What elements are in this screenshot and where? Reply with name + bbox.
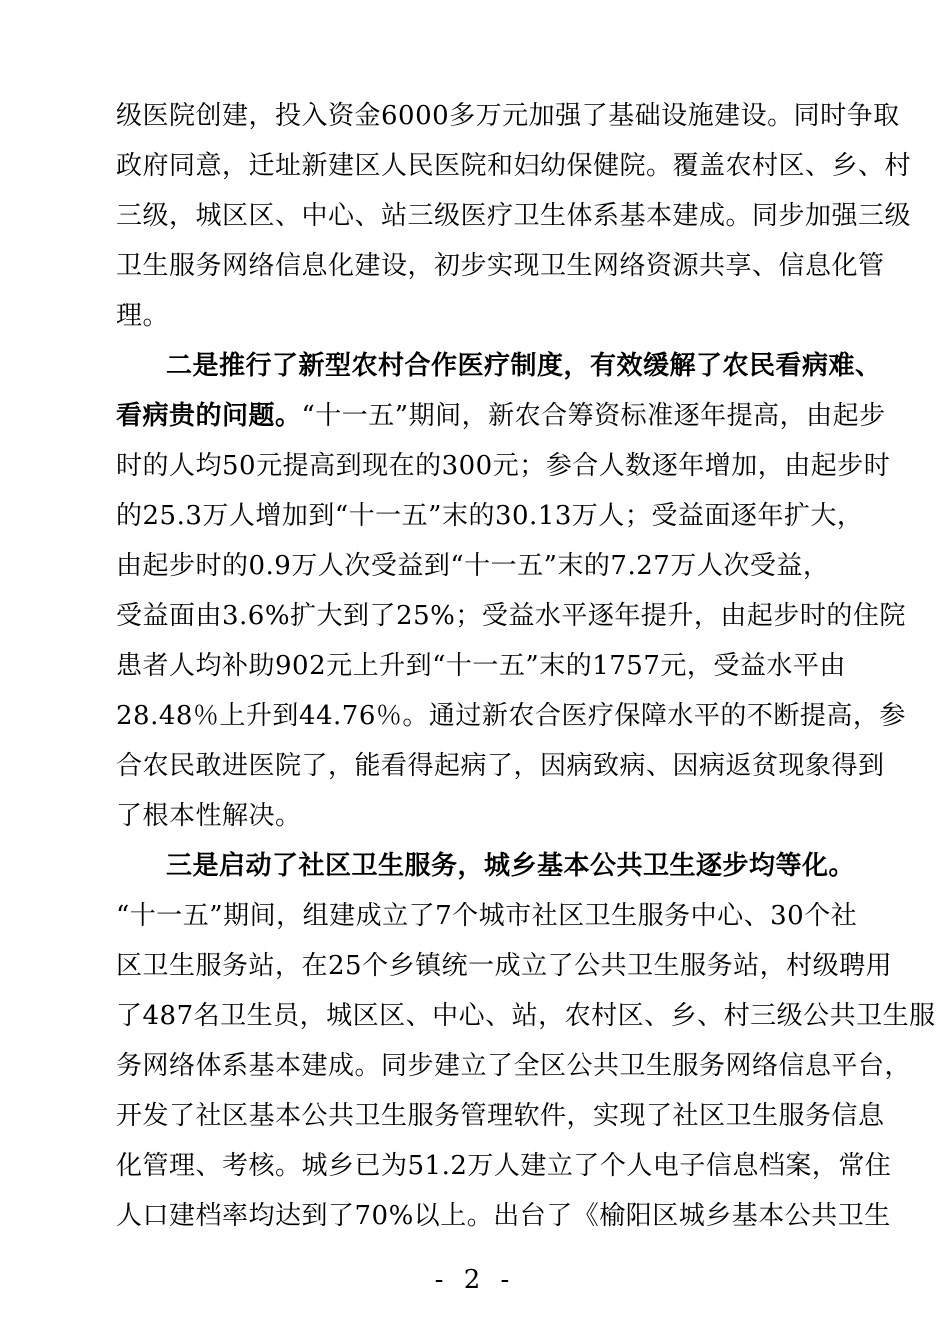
body-text-line: 了487名卫生员，城区区、中心、站，农村区、乡、村三级公共卫生服: [116, 1001, 936, 1031]
page-number: - 2 -: [434, 1265, 516, 1295]
body-text-line: 政府同意，迁址新建区人民医院和妇幼保健院。覆盖农村区、乡、村: [116, 151, 912, 181]
body-text-line: 卫生服务网络信息化建设，初步实现卫生网络资源共享、信息化管: [116, 251, 885, 281]
body-text-line: 区卫生服务站，在25个乡镇统一成立了公共卫生服务站，村级聘用: [116, 951, 893, 981]
section-heading: 二是推行了新型农村合作医疗制度，有效缓解了农民看病难、: [166, 351, 882, 381]
section-heading-continued: 看病贵的问题。: [116, 401, 302, 431]
body-text-line: 了根本性解决。: [116, 801, 302, 831]
body-text-line: 三级，城区区、中心、站三级医疗卫生体系基本建成。同步加强三级: [116, 201, 912, 231]
section-heading: 三是启动了社区卫生服务，城乡基本公共卫生逐步均等化。: [166, 851, 856, 881]
body-text-span: “十一五”期间，新农合筹资标准逐年提高，由起步: [301, 401, 886, 431]
body-text-line: [116, 396, 886, 436]
body-text-line: 的25.3万人增加到“十一五”末的30.13万人；受益面逐年扩大，: [116, 501, 864, 531]
body-text-line: 化管理、考核。城乡已为51.2万人建立了个人电子信息档案，常住: [116, 1151, 892, 1181]
body-text-line: 患者人均补助902元上升到“十一五”末的1757元，受益水平由: [116, 651, 846, 681]
body-text-line: 合农民敢进医院了，能看得起病了，因病致病、因病返贫现象得到: [116, 751, 885, 781]
body-text-line: 时的人均50元提高到现在的300元；参合人数逐年增加，由起步时: [116, 451, 891, 481]
body-text-line: 级医院创建，投入资金6000多万元加强了基础设施建设。同时争取: [116, 101, 900, 131]
body-text-line: 务网络体系基本建成。同步建立了全区公共卫生服务网络信息平台，: [116, 1051, 912, 1081]
body-text-line: 开发了社区基本公共卫生服务管理软件，实现了社区卫生服务信息: [116, 1101, 885, 1131]
body-text-line: 由起步时的0.9万人次受益到“十一五”末的7.27万人次受益，: [116, 551, 830, 581]
body-text-line: 人口建档率均达到了70%以上。出台了《榆阳区城乡基本公共卫生: [116, 1201, 891, 1231]
body-text-line: 28.48％上升到44.76％。通过新农合医疗保障水平的不断提高，参: [116, 701, 906, 731]
body-text-line: “十一五”期间，组建成立了7个城市社区卫生服务中心、30个社: [116, 901, 858, 931]
body-text-line: 理。: [116, 301, 170, 331]
body-text-line: 受益面由3.6%扩大到了25%；受益水平逐年提升，由起步时的住院: [116, 601, 906, 631]
